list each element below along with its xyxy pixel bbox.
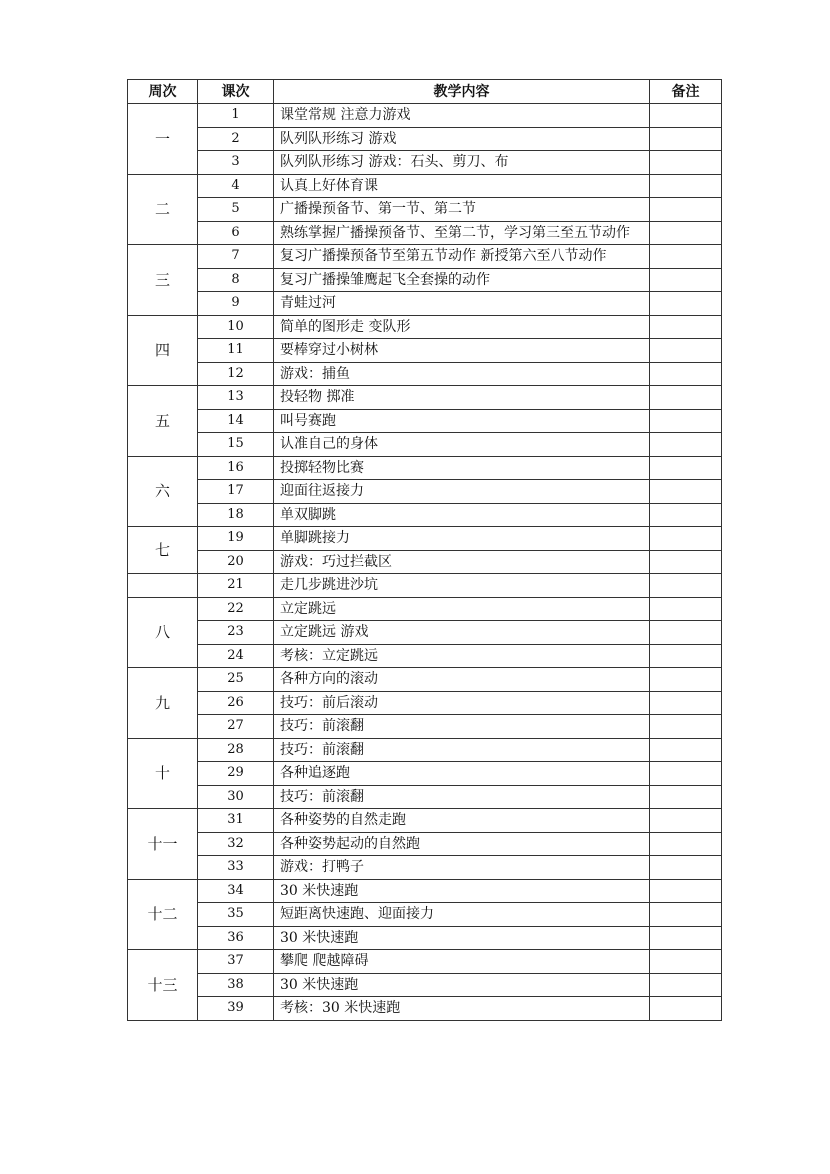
table-row — [128, 973, 722, 997]
header-week: 周次 — [128, 80, 198, 104]
lesson-note — [650, 597, 722, 621]
teaching-plan-table — [127, 79, 722, 1021]
week-label: 一 — [128, 104, 198, 175]
lesson-content: 游戏：捕鱼 — [274, 362, 650, 386]
table-row — [128, 621, 722, 645]
lesson-content: 30 米快速跑 — [274, 973, 650, 997]
lesson-number: 5 — [198, 198, 274, 222]
table-row — [128, 456, 722, 480]
lesson-note — [650, 480, 722, 504]
lesson-number: 21 — [198, 574, 274, 598]
lesson-content: 队列队形练习 游戏：石头、剪刀、布 — [274, 151, 650, 175]
lesson-number: 7 — [198, 245, 274, 269]
lesson-number: 28 — [198, 738, 274, 762]
lesson-content: 单双脚跳 — [274, 503, 650, 527]
lesson-content: 攀爬 爬越障碍 — [274, 950, 650, 974]
lesson-content: 课堂常规 注意力游戏 — [274, 104, 650, 128]
lesson-content: 迎面往返接力 — [274, 480, 650, 504]
lesson-note — [650, 903, 722, 927]
lesson-number: 16 — [198, 456, 274, 480]
lesson-number: 25 — [198, 668, 274, 692]
lesson-note — [650, 127, 722, 151]
week-label: 六 — [128, 456, 198, 527]
table-row — [128, 597, 722, 621]
table-row — [128, 668, 722, 692]
table-row — [128, 644, 722, 668]
lesson-note — [650, 268, 722, 292]
lesson-note — [650, 691, 722, 715]
lesson-number: 38 — [198, 973, 274, 997]
lesson-content: 30 米快速跑 — [274, 879, 650, 903]
table-row — [128, 574, 722, 598]
lesson-note — [650, 456, 722, 480]
week-label: 三 — [128, 245, 198, 316]
lesson-number: 32 — [198, 832, 274, 856]
lesson-note — [650, 198, 722, 222]
lesson-number: 11 — [198, 339, 274, 363]
lesson-content: 认真上好体育课 — [274, 174, 650, 198]
table-row — [128, 527, 722, 551]
lesson-content: 投轻物 掷准 — [274, 386, 650, 410]
lesson-content: 技巧：前后滚动 — [274, 691, 650, 715]
lesson-note — [650, 621, 722, 645]
lesson-number: 36 — [198, 926, 274, 950]
lesson-number: 17 — [198, 480, 274, 504]
lesson-note — [650, 292, 722, 316]
lesson-content: 各种追逐跑 — [274, 762, 650, 786]
lesson-number: 3 — [198, 151, 274, 175]
lesson-note — [650, 221, 722, 245]
week-label: 九 — [128, 668, 198, 739]
week-label: 十二 — [128, 879, 198, 950]
lesson-content: 立定跳远 — [274, 597, 650, 621]
lesson-number: 24 — [198, 644, 274, 668]
week-label: 十一 — [128, 809, 198, 880]
table-row — [128, 997, 722, 1021]
lesson-content: 考核：立定跳远 — [274, 644, 650, 668]
lesson-note — [650, 503, 722, 527]
lesson-note — [650, 339, 722, 363]
lesson-content: 要棒穿过小树林 — [274, 339, 650, 363]
lesson-note — [650, 315, 722, 339]
lesson-note — [650, 433, 722, 457]
lesson-note — [650, 950, 722, 974]
lesson-number: 4 — [198, 174, 274, 198]
week-label — [128, 574, 198, 598]
table-header-row — [128, 80, 722, 104]
week-label: 十三 — [128, 950, 198, 1021]
table-row — [128, 174, 722, 198]
lesson-content: 30 米快速跑 — [274, 926, 650, 950]
table-row — [128, 903, 722, 927]
table-row — [128, 879, 722, 903]
lesson-note — [650, 997, 722, 1021]
lesson-note — [650, 926, 722, 950]
lesson-content: 各种方向的滚动 — [274, 668, 650, 692]
lesson-note — [650, 151, 722, 175]
lesson-number: 37 — [198, 950, 274, 974]
lesson-note — [650, 738, 722, 762]
lesson-note — [650, 762, 722, 786]
lesson-content: 复习广播操预备节至第五节动作 新授第六至八节动作 — [274, 245, 650, 269]
lesson-content: 走几步跳进沙坑 — [274, 574, 650, 598]
lesson-content: 游戏：打鸭子 — [274, 856, 650, 880]
lesson-number: 20 — [198, 550, 274, 574]
lesson-number: 22 — [198, 597, 274, 621]
lesson-number: 34 — [198, 879, 274, 903]
table-row — [128, 127, 722, 151]
lesson-number: 31 — [198, 809, 274, 833]
table-row — [128, 315, 722, 339]
table-row — [128, 151, 722, 175]
lesson-note — [650, 715, 722, 739]
table-row — [128, 268, 722, 292]
lesson-note — [650, 644, 722, 668]
table-body — [128, 104, 722, 1021]
table-row — [128, 245, 722, 269]
table-row — [128, 832, 722, 856]
lesson-note — [650, 856, 722, 880]
lesson-number: 8 — [198, 268, 274, 292]
lesson-number: 13 — [198, 386, 274, 410]
lesson-note — [650, 809, 722, 833]
table-row — [128, 292, 722, 316]
table-row — [128, 503, 722, 527]
lesson-note — [650, 550, 722, 574]
lesson-content: 短距离快速跑、迎面接力 — [274, 903, 650, 927]
lesson-content: 考核：30 米快速跑 — [274, 997, 650, 1021]
table-row — [128, 362, 722, 386]
table-row — [128, 809, 722, 833]
table-row — [128, 198, 722, 222]
lesson-number: 39 — [198, 997, 274, 1021]
lesson-number: 30 — [198, 785, 274, 809]
table-row — [128, 480, 722, 504]
lesson-number: 29 — [198, 762, 274, 786]
week-label: 十 — [128, 738, 198, 809]
lesson-note — [650, 362, 722, 386]
table-row — [128, 339, 722, 363]
lesson-content: 熟练掌握广播操预备节、至第二节，学习第三至五节动作 — [274, 221, 650, 245]
week-label: 四 — [128, 315, 198, 386]
table-row — [128, 409, 722, 433]
lesson-note — [650, 386, 722, 410]
lesson-note — [650, 832, 722, 856]
lesson-number: 2 — [198, 127, 274, 151]
table-row — [128, 738, 722, 762]
lesson-number: 10 — [198, 315, 274, 339]
header-content: 教学内容 — [274, 80, 650, 104]
lesson-content: 队列队形练习 游戏 — [274, 127, 650, 151]
table-row — [128, 762, 722, 786]
lesson-number: 35 — [198, 903, 274, 927]
lesson-content: 各种姿势的自然走跑 — [274, 809, 650, 833]
week-label: 五 — [128, 386, 198, 457]
lesson-note — [650, 668, 722, 692]
table-row — [128, 221, 722, 245]
table-row — [128, 926, 722, 950]
lesson-content: 技巧：前滚翻 — [274, 785, 650, 809]
lesson-content: 认准自己的身体 — [274, 433, 650, 457]
lesson-number: 6 — [198, 221, 274, 245]
table-row — [128, 691, 722, 715]
week-label: 八 — [128, 597, 198, 668]
table-row — [128, 785, 722, 809]
lesson-number: 9 — [198, 292, 274, 316]
lesson-number: 12 — [198, 362, 274, 386]
lesson-note — [650, 973, 722, 997]
lesson-note — [650, 245, 722, 269]
lesson-note — [650, 879, 722, 903]
lesson-content: 立定跳远 游戏 — [274, 621, 650, 645]
table-row — [128, 550, 722, 574]
lesson-content: 技巧：前滚翻 — [274, 715, 650, 739]
lesson-number: 33 — [198, 856, 274, 880]
table-row — [128, 715, 722, 739]
week-label: 七 — [128, 527, 198, 574]
lesson-content: 单脚跳接力 — [274, 527, 650, 551]
lesson-content: 复习广播操雏鹰起飞全套操的动作 — [274, 268, 650, 292]
lesson-number: 14 — [198, 409, 274, 433]
lesson-number: 18 — [198, 503, 274, 527]
week-label: 二 — [128, 174, 198, 245]
lesson-number: 26 — [198, 691, 274, 715]
lesson-number: 1 — [198, 104, 274, 128]
lesson-content: 青蛙过河 — [274, 292, 650, 316]
lesson-note — [650, 174, 722, 198]
lesson-number: 15 — [198, 433, 274, 457]
lesson-note — [650, 527, 722, 551]
lesson-content: 各种姿势起动的自然跑 — [274, 832, 650, 856]
lesson-content: 简单的图形走 变队形 — [274, 315, 650, 339]
lesson-note — [650, 409, 722, 433]
table-row — [128, 104, 722, 128]
lesson-content: 投掷轻物比赛 — [274, 456, 650, 480]
lesson-note — [650, 104, 722, 128]
lesson-number: 23 — [198, 621, 274, 645]
lesson-content: 游戏：巧过拦截区 — [274, 550, 650, 574]
header-lesson: 课次 — [198, 80, 274, 104]
table-row — [128, 856, 722, 880]
lesson-content: 广播操预备节、第一节、第二节 — [274, 198, 650, 222]
table-row — [128, 433, 722, 457]
lesson-content: 叫号赛跑 — [274, 409, 650, 433]
table-row — [128, 950, 722, 974]
lesson-note — [650, 785, 722, 809]
lesson-number: 27 — [198, 715, 274, 739]
header-note: 备注 — [650, 80, 722, 104]
lesson-number: 19 — [198, 527, 274, 551]
lesson-note — [650, 574, 722, 598]
table-row — [128, 386, 722, 410]
lesson-content: 技巧：前滚翻 — [274, 738, 650, 762]
